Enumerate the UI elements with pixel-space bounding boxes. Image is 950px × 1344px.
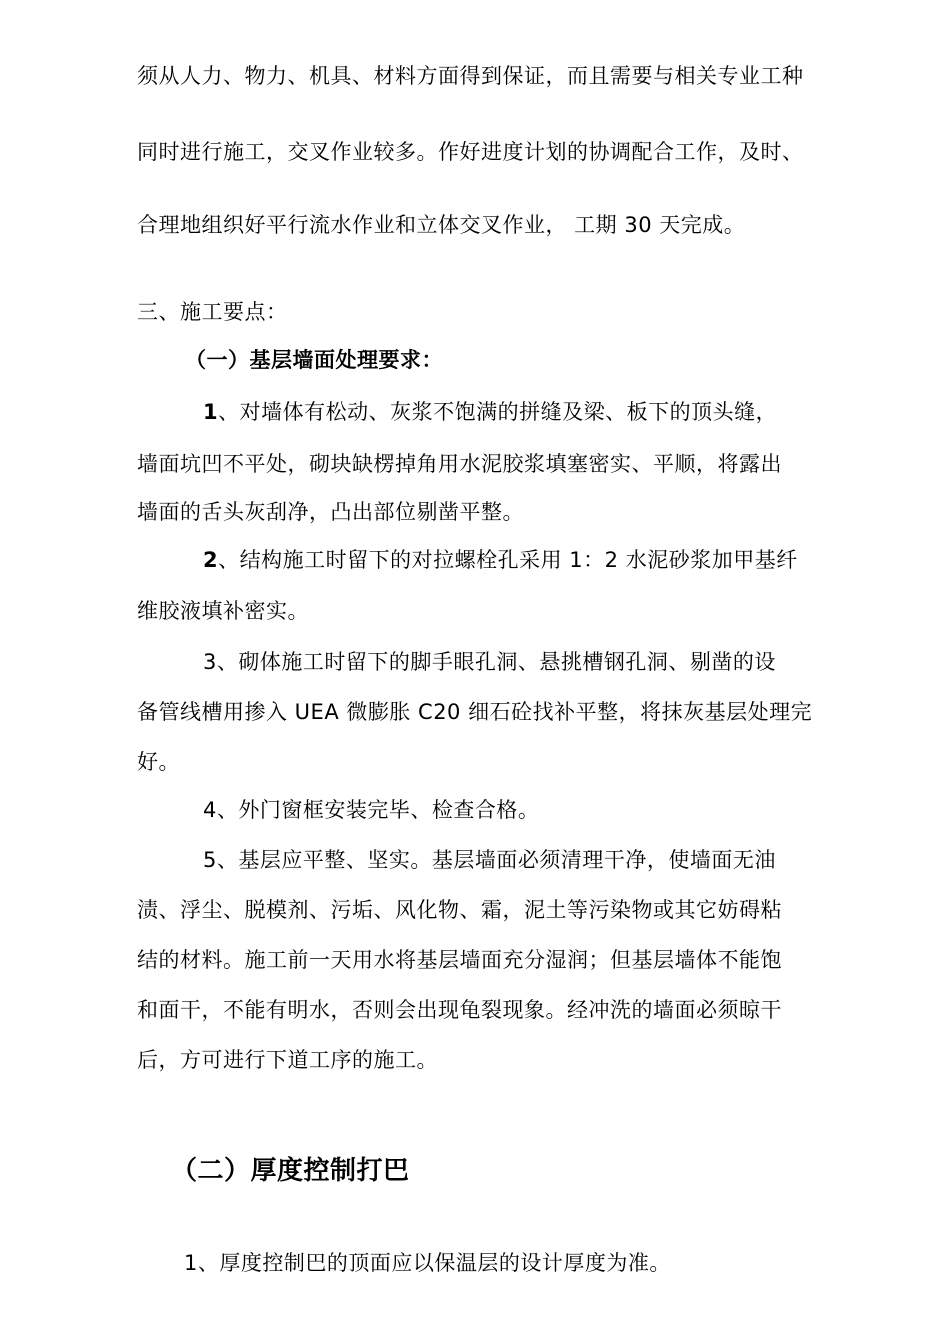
item-3-line-2: 备管线槽用掺入 UEA 微膨胀 C20 细石砼找补平整，将抹灰基层处理完 xyxy=(137,700,813,724)
item-2-line-2: 维胶液填补密实。 xyxy=(137,599,309,623)
subsection-heading-1: （一）基层墙面处理要求： xyxy=(185,348,443,372)
item-1-line-2: 墙面坑凹不平处，砌块缺楞掉角用水泥胶浆填塞密实、平顺，将露出 xyxy=(137,452,782,476)
thickness-item-1: 1、厚度控制巴的顶面应以保温层的设计厚度为准。 xyxy=(184,1251,671,1275)
intro-line-2: 同时进行施工，交叉作业较多。作好进度计划的协调配合工作，及时、 xyxy=(137,140,804,164)
item-2-line-1 xyxy=(203,546,798,574)
item-5-line-4: 和面干，不能有明水，否则会出现龟裂现象。经冲洗的墙面必须晾干 xyxy=(137,998,782,1022)
item-3-line-3: 好。 xyxy=(137,750,180,774)
item-5-line-5: 后，方可进行下道工序的施工。 xyxy=(137,1048,438,1072)
item-1-text: 、对墙体有松动、灰浆不饱满的拼缝及梁、板下的顶头缝， xyxy=(218,400,778,424)
item-5-line-1: 5、基层应平整、坚实。基层墙面必须清理干净，使墙面无油 xyxy=(203,848,776,872)
item-2-number: 2 xyxy=(203,548,219,572)
intro-line-3: 合理地组织好平行流水作业和立体交叉作业， 工期 30 天完成。 xyxy=(137,213,746,237)
item-1-number: 1 xyxy=(203,400,219,424)
item-1-line-1 xyxy=(203,398,777,426)
intro-line-1: 须从人力、物力、机具、材料方面得到保证，而且需要与相关专业工种 xyxy=(137,64,804,88)
section-heading-3: 三、施工要点： xyxy=(137,300,288,324)
item-5-line-2: 渍、浮尘、脱模剂、污垢、风化物、霜，泥土等污染物或其它妨碍粘 xyxy=(137,898,782,922)
subsection-heading-2: （二）厚度控制打巴 xyxy=(171,1156,410,1186)
item-2-text: 、结构施工时留下的对拉螺栓孔采用 1：2 水泥砂浆加甲基纤 xyxy=(218,548,798,572)
item-4-line-1: 4、外门窗框安装完毕、检查合格。 xyxy=(203,798,540,822)
item-3-line-1: 3、砌体施工时留下的脚手眼孔洞、悬挑槽钢孔洞、剔凿的设 xyxy=(203,650,776,674)
item-5-line-3: 结的材料。施工前一天用水将基层墙面充分湿润；但基层墙体不能饱 xyxy=(137,948,782,972)
item-1-line-3: 墙面的舌头灰刮净，凸出部位剔凿平整。 xyxy=(137,500,524,524)
